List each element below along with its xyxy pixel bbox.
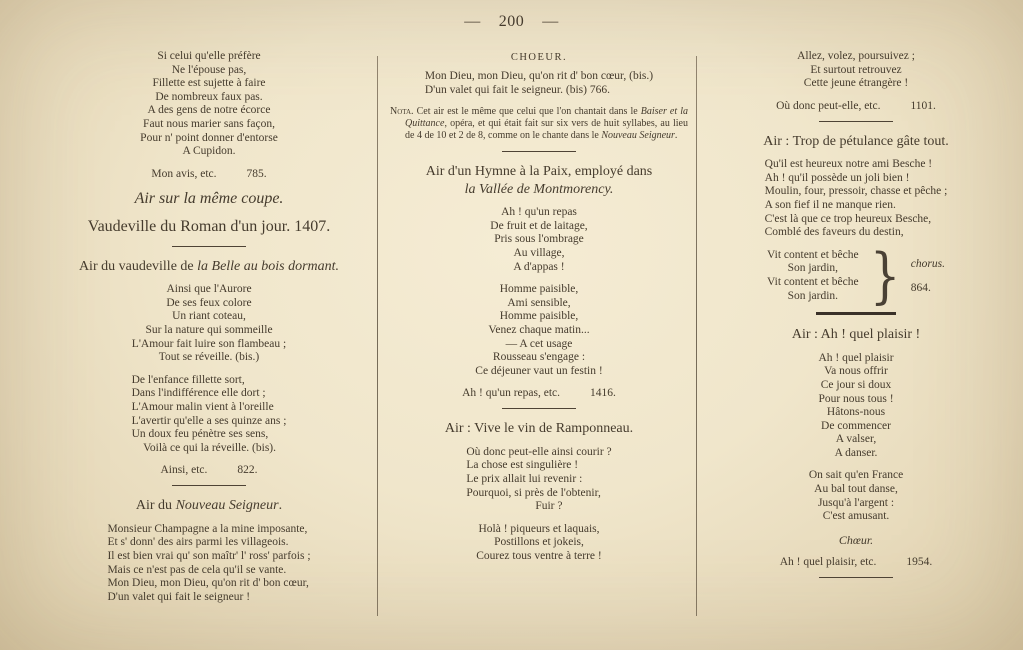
section-divider (502, 151, 576, 152)
italic-text: Nouveau Seigneur (175, 498, 279, 514)
refrain-line (390, 387, 688, 399)
verse-stanza (425, 70, 653, 97)
column-rule-left (377, 56, 378, 616)
section-divider (502, 408, 576, 409)
tune-number: 785. (246, 167, 267, 180)
chorus-label: chorus. (910, 258, 945, 271)
verse-stanza (708, 352, 1004, 461)
air-heading-line (390, 163, 688, 181)
verse-line: De ses feux colore (166, 296, 252, 309)
verse-line: Homme paisible, (499, 283, 579, 296)
verse-line: Jusqu'à l'argent : (817, 496, 895, 509)
verse-line: Monsieur Champagne a la mine imposante, (107, 522, 308, 535)
verse-line: C'est là que ce trop heureux Besche, (764, 212, 932, 225)
air-heading (56, 497, 362, 515)
text: , opéra, et qui était fait sur six vers de huit syllabes, au lieu de 4 de 10 et 2 de 8, comme on le chante dans le (405, 118, 688, 142)
verse-line: Courez tous ventre à terre ! (476, 549, 602, 562)
brace-glyph: } (869, 241, 900, 312)
chorus-labels (911, 258, 945, 294)
tune-number: 1416. (590, 387, 616, 400)
verse-line: Ne l'épouse pas, (171, 63, 247, 76)
text: Air : Trop de pétulance gâte tout. (763, 133, 949, 149)
verse-stanza (390, 523, 688, 564)
air-heading (390, 420, 688, 438)
text: Nota. (390, 106, 417, 118)
verse-stanza (390, 206, 688, 274)
text: Vaudeville du Roman d'un jour. 1407. (87, 217, 331, 235)
column-1 (56, 50, 362, 613)
verse-line: Faut nous marier sans façon, (143, 117, 275, 130)
choeur-heading: CHOEUR. (510, 52, 568, 63)
verse-line: Fillette est sujette à faire (152, 77, 266, 90)
verse-line: Il est bien vrai qu' son maîtr' l' ross' parfois ; (107, 550, 311, 563)
section-divider (816, 312, 896, 315)
italic-text: la Belle au bois dormant. (197, 258, 340, 274)
verse-line: Ah ! qu'un repas (501, 206, 577, 219)
verse-line: A d'appas ! (513, 260, 565, 273)
tune-number: 864. (910, 282, 931, 295)
air-heading (708, 326, 1004, 344)
air-heading (708, 133, 1004, 151)
verse-line: Mon Dieu, mon Dieu, qu'on rit d' bon cœur, (107, 577, 309, 590)
refrain-line (56, 464, 362, 476)
verse-line: Au village, (513, 246, 565, 259)
verse-line: A valser, (835, 433, 877, 446)
verse-line: De fruit et de laitage, (490, 219, 588, 232)
italic-text: Baiser et la Quittance (405, 106, 688, 130)
section-divider (819, 577, 893, 578)
verse-line: Son jardin. (787, 289, 839, 302)
text: Air : Vive le vin de Ramponneau. (444, 421, 634, 437)
italic-text: Nouveau Seigneur (601, 130, 675, 142)
refrain-text: Ah ! qu'un repas, etc. (462, 387, 560, 400)
page-number-dash-right: — (542, 13, 559, 30)
verse-stanza (765, 158, 948, 240)
verse-line: De commencer (821, 419, 891, 432)
text: Air d'un Hymne à la Paix, employé dans (425, 164, 653, 180)
verse-line: Ce déjeuner vaut un festin ! (475, 364, 603, 377)
italic-text: la Vallée de Montmorency. (464, 181, 614, 197)
text: Cet air est le même que celui que l'on chantait dans le (416, 106, 641, 118)
verse-stanza (390, 283, 688, 378)
refrain-text: Ainsi, etc. (160, 464, 208, 477)
verse-line: Pourquoi, si près de l'obtenir, (466, 486, 601, 499)
verse-line: Si celui qu'elle préfère (157, 50, 261, 62)
verse-stanza (466, 446, 611, 514)
verse-stanza (107, 523, 310, 605)
verse-line: Venez chaque matin... (488, 323, 590, 336)
air-heading (390, 163, 688, 198)
verse-line: C'est amusant. (822, 510, 890, 523)
verse-line: Comblé des faveurs du destin, (764, 226, 904, 239)
verse-line: Ainsi que l'Aurore (166, 283, 252, 296)
air-heading (56, 258, 362, 276)
nota-note (390, 106, 688, 142)
verse-line: Un doux feu pénètre ses sens, (131, 428, 269, 441)
verse-line: A Cupidon. (182, 145, 236, 158)
verse-line: L'Amour malin vient à l'oreille (131, 401, 274, 413)
verse-line: Fuir ? (535, 500, 563, 513)
verse-line: Mais ce n'est pas de cela qu'il se vante. (107, 563, 287, 576)
verse-line: Au bal tout danse, (814, 483, 898, 496)
verse-line: De l'enfance fillette sort, (131, 373, 245, 386)
air-heading (708, 533, 1004, 548)
verse-line: L'avertir qu'elle a ses quinze ans ; (131, 414, 287, 427)
verse-line: Pour nous tous ! (818, 392, 894, 405)
page-number-line (0, 13, 1023, 31)
verse-line: Et s' donn' des airs parmi les villageois. (107, 536, 289, 549)
text: Air du vaudeville de (78, 258, 198, 274)
verse-stanza (708, 50, 1004, 91)
refrain-line (708, 100, 1004, 112)
verse-stanza (56, 283, 362, 365)
verse-line: Sur la nature qui sommeille (145, 324, 273, 337)
verse-line: Et surtout retrouvez (810, 63, 902, 76)
verse-line: D'un valet qui fait le seigneur ! (107, 590, 251, 603)
verse-line: — A cet usage (505, 337, 573, 350)
page-number-dash-left: — (464, 13, 481, 30)
verse-line: Tout se réveille. (bis.) (158, 351, 260, 364)
section-divider (819, 121, 893, 122)
verse-line: Homme paisible, (499, 310, 579, 323)
verse-line: A son fief il ne manque rien. (764, 199, 896, 212)
verse-line: La chose est singulière ! (466, 459, 579, 472)
refrain-line (56, 168, 362, 180)
verse-line: Ah ! quel plaisir (818, 351, 894, 364)
verse-line: Ah ! qu'il possède un joli bien ! (764, 171, 910, 184)
verse-line: De nombreux faux pas. (155, 90, 263, 103)
tune-number: 1954. (906, 555, 933, 568)
column-rule-right (696, 56, 697, 616)
refrain-text: Où donc peut-elle, etc. (776, 99, 881, 112)
refrain-line (708, 556, 1004, 568)
verse-line: Ce jour si doux (820, 378, 892, 391)
page-number: 200 (498, 13, 525, 30)
verse-line: Mon Dieu, mon Dieu, qu'on rit d' bon cœur, (bis.) (424, 70, 654, 82)
verse-stanza (56, 50, 362, 159)
chorus-lines (767, 249, 859, 303)
tune-number: 1101. (910, 99, 936, 112)
verse-line: Son jardin, (787, 262, 839, 275)
verse-line: Allez, volez, poursuivez ; (797, 50, 915, 62)
column-2 (390, 50, 688, 573)
chorus-brace-block (708, 241, 1004, 312)
verse-line: Pris sous l'ombrage (494, 233, 584, 246)
verse-stanza (708, 469, 1004, 523)
text: . (278, 498, 283, 514)
tune-number: 822. (237, 464, 258, 477)
verse-line: Postillons et jokeis, (494, 536, 584, 549)
verse-line: Le prix allait lui revenir : (466, 473, 583, 485)
verse-line: Un riant coteau, (172, 310, 246, 323)
verse-line: Qu'il est heureux notre ami Besche ! (764, 158, 933, 171)
section-divider (172, 246, 246, 247)
text: Air du (135, 498, 176, 514)
italic-text: Chœur. (838, 532, 874, 547)
verse-line: Moulin, four, pressoir, chasse et pêche ; (764, 185, 948, 198)
column-3 (708, 50, 1004, 589)
verse-stanza (132, 374, 287, 456)
section-divider (172, 485, 246, 486)
verse-line: L'Amour fait luire son flambeau ; (131, 337, 287, 350)
verse-line: Hâtons-nous (826, 406, 886, 419)
air-heading-line (390, 181, 688, 199)
verse-line: D'un valet qui fait le seigneur. (bis) 766. (424, 83, 610, 96)
verse-line: Va nous offrir (824, 365, 888, 378)
verse-line: Rousseau s'engage : (492, 351, 586, 364)
verse-line: Cette jeune étrangère ! (803, 77, 909, 90)
verse-line: Vit content et bêche (767, 276, 859, 289)
verse-line: Dans l'indifférence elle dort ; (131, 387, 266, 400)
verse-line: A danser. (834, 446, 878, 459)
verse-line: Vit content et bêche (767, 248, 859, 261)
text: Air : Ah ! quel plaisir ! (791, 327, 921, 343)
italic-text: Air sur la même coupe. (134, 189, 284, 207)
verse-line: A des gens de notre écorce (147, 104, 271, 117)
verse-line: Holà ! piqueurs et laquais, (478, 522, 600, 535)
verse-line: Pour n' point donner d'entorse (140, 131, 278, 144)
air-heading (56, 217, 362, 237)
verse-line: Ami sensible, (507, 296, 571, 309)
verse-line: Où donc peut-elle ainsi courir ? (466, 445, 612, 458)
refrain-text: Mon avis, etc. (151, 167, 217, 180)
air-heading (56, 189, 362, 209)
verse-line: On sait qu'en France (808, 469, 904, 482)
refrain-text: Ah ! quel plaisir, etc. (779, 555, 877, 568)
verse-line: Voilà ce qui la réveille. (bis). (143, 441, 277, 454)
text: . (674, 130, 678, 142)
